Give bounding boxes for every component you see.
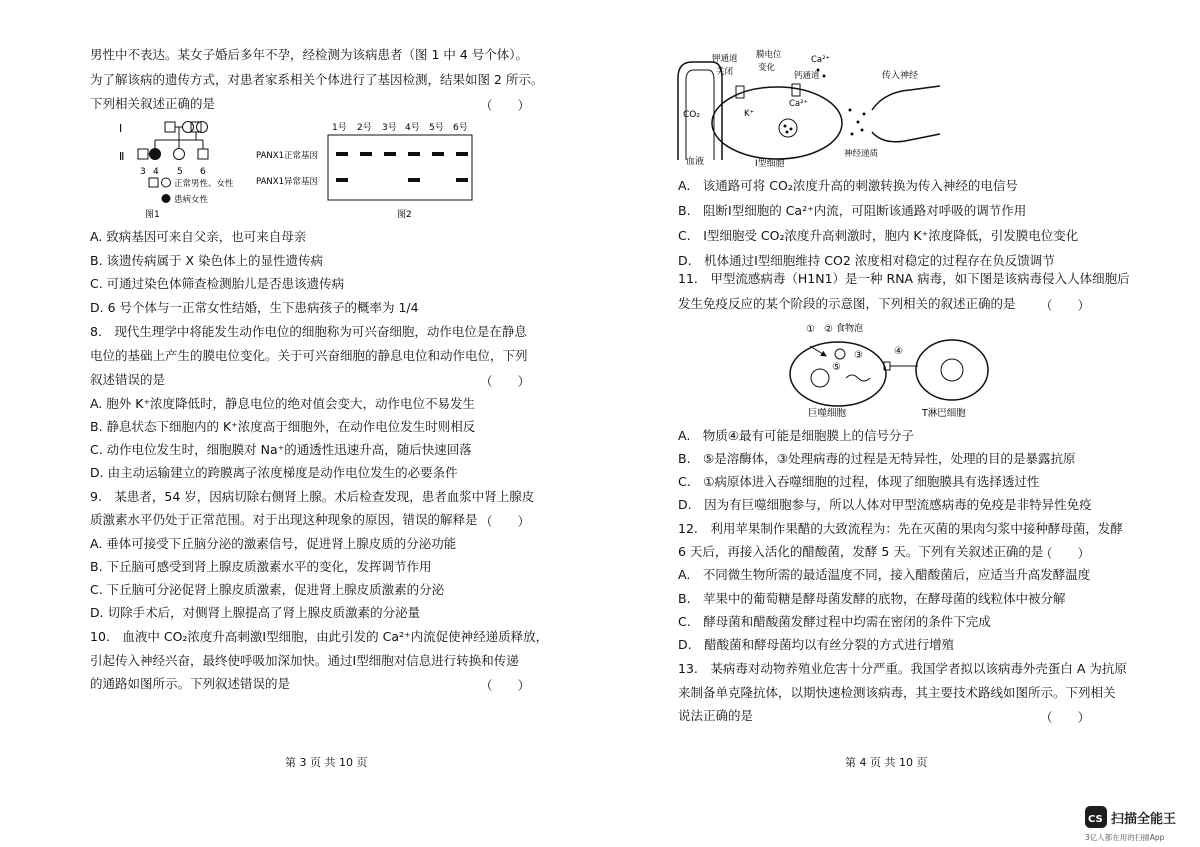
pedigree-figure [105,116,235,221]
marker-2: ② [824,324,833,335]
change-label: 变化 [758,63,776,73]
q7-option-a: A. 致病基因可来自父亲，也可来自母亲 [90,229,307,244]
t-lymphocyte-cell [916,340,988,400]
pedigree-gen-2: Ⅱ [119,150,125,163]
q12-option-a: A. 不同微生物所需的最适温度不同，接入醋酸菌后，应适当升高发酵温度 [678,567,1091,582]
q9-line-1: 9. 某患者，54 岁，因病切除右侧肾上腺。术后检查发现，患者血浆中肾上腺皮 [90,489,535,504]
q9-option-c: C. 下丘脑可分泌促肾上腺皮质激素，促进肾上腺皮质激素的分泌 [90,582,445,597]
pedigree-num-4: 4 [153,167,159,177]
q7-option-d: D. 6 号个体与一正常女性结婚，生下患病孩子的概率为 1/4 [90,300,419,315]
q8-line-1: 8. 现代生理学中将能发生动作电位的细胞称为可兴奋细胞，动作电位是在静息 [90,324,527,339]
q11-option-c: C. ①病原体进入吞噬细胞的过程，体现了细胞膜具有选择透过性 [678,474,1040,489]
immune-response-diagram [788,318,1008,418]
transmitter-label: 神经递质 [844,149,879,159]
legend-affected-icon [162,194,171,203]
q9-option-a: A. 垂体可接受下丘脑分泌的激素信号，促进肾上腺皮质的分泌功能 [90,536,457,551]
afferent-nerve [872,86,940,142]
q12-line-2: 6 天后，再接入活化的醋酸菌，发酵 5 天。下列有关叙述正确的是 [678,544,1044,559]
fig1-caption: 图1 [145,210,160,220]
closed-label: 关闭 [716,67,734,77]
pedigree-num-6: 6 [200,167,206,177]
q7-line-1: 男性中不表达。某女子婚后多年不孕，经检测为该病患者（图 1 中 4 号个体）。 [90,47,529,62]
q9-line-2: 质激素水平仍处于正常范围。对于出现这种现象的原因，错误的解释是 [90,512,478,527]
marker-1: ① [806,324,815,335]
band-normal-1 [336,152,348,156]
row-abnormal-label: PANX1异常基因 [256,177,318,187]
macrophage-label: 巨噬细胞 [808,408,847,418]
gene-test-figure [250,116,490,221]
macrophage-nucleus [811,369,829,387]
page-footer-right: 第 4 页 共 10 页 [845,756,928,769]
lane-6: 6号 [453,123,468,133]
q13-line-2: 来制备单克隆抗体，以期快速检测该病毒，其主要技术路线如图所示。下列相关 [678,685,1116,700]
food-vacuole-icon [835,349,845,359]
potential-label: 膜电位 [756,50,782,60]
band-normal-6 [456,152,468,156]
watermark-subtitle: 3亿人都在用的扫描App [1085,833,1165,842]
q13-line-3: 说法正确的是 [678,708,754,723]
lane-1: 1号 [332,123,347,133]
q8-option-b: B. 静息状态下细胞内的 K⁺浓度高于细胞外，在动作电位发生时则相反 [90,419,476,434]
row-normal-label: PANX1正常基因 [256,151,318,161]
q7-option-b: B. 该遗传病属于 X 染色体上的显性遗传病 [90,253,324,268]
vesicle-icon [779,119,797,137]
q11-option-a: A. 物质④最有可能是细胞膜上的信号分子 [678,428,915,443]
watermark-title: 扫描全能王 [1111,812,1177,827]
q7-line-3: 下列相关叙述正确的是 [90,96,216,111]
co2-label: CO₂ [683,110,700,120]
pedigree-female-1 [183,122,194,133]
q9-option-b: B. 下丘脑可感受到肾上腺皮质激素水平的变化，发挥调节作用 [90,559,432,574]
ca-label-inside: Ca²⁺ [789,99,809,109]
t-lymphocyte-nucleus [941,359,963,381]
organelle-squiggle [846,375,870,381]
type1-cell-diagram [672,48,962,168]
pedigree-num-3: 3 [140,167,146,177]
q11-option-d: D. 因为有巨噬细胞参与，所以人体对甲型流感病毒的免疫是非特异性免疫 [678,497,1092,512]
lane-2: 2号 [357,123,372,133]
band-abnormal-1 [336,178,348,182]
q8-option-a: A. 胞外 K⁺浓度降低时，静息电位的绝对值会变大，动作电位不易发生 [90,396,476,411]
band-normal-3 [384,152,396,156]
afferent-label: 传入神经 [882,71,919,81]
q8-option-d: D. 由主动运输建立的跨膜离子浓度梯度是动作电位发生的必要条件 [90,465,458,480]
lane-5: 5号 [429,123,444,133]
marker-5: ⑤ [832,362,841,373]
q11-line-2: 发生免疫反应的某个阶段的示意图，下列相关的叙述正确的是 [678,296,1016,311]
q12-option-b: B. 苹果中的葡萄糖是酵母菌发酵的底物，在酵母菌的线粒体中被分解 [678,591,1066,606]
q10-option-b: B. 阻断Ⅰ型细胞的 Ca²⁺内流，可阻断该通路对呼吸的调节作用 [678,203,1027,218]
q11-line-1: 11. 甲型流感病毒（H1N1）是一种 RNA 病毒，如下图是该病毒侵入人体细胞后 [678,271,1130,286]
gel-frame [328,135,472,200]
scanner-watermark [1085,804,1195,844]
band-abnormal-4 [408,178,420,182]
ca-label-outside: Ca²⁺ [811,55,831,65]
q10-option-d: D. 机体通过Ⅰ型细胞维持 CO2 浓度相对稳定的过程存在负反馈调节 [678,253,1055,268]
pedigree-male-1 [165,122,175,132]
k-channel-label: 钾通道 [712,54,738,64]
q8-line-3: 叙述错误的是 [90,372,166,387]
k-ion-label: K⁺ [744,109,755,119]
pedigree-ind-6 [198,149,208,159]
q13-answer-paren: （ ） [1040,710,1091,725]
q7-option-c: C. 可通过染色体筛查检测胎儿是否患该遗传病 [90,276,345,291]
cell-label: Ⅰ型细胞 [755,159,785,168]
q7-answer-paren: （ ） [480,98,531,113]
band-normal-2 [360,152,372,156]
right-page [600,0,1200,847]
pedigree-ind-4-affected [150,149,161,160]
macrophage-cell [790,342,886,406]
q12-option-d: D. 醋酸菌和酵母菌均以有丝分裂的方式进行增殖 [678,637,955,652]
ca-channel-label: 钙通道 [794,71,820,81]
pedigree-female-2 [197,122,208,133]
pedigree-ind-5 [174,149,185,160]
band-normal-4 [408,152,420,156]
legend-normal-female-icon [162,178,171,187]
lane-3: 3号 [382,123,397,133]
q8-option-c: C. 动作电位发生时，细胞膜对 Na⁺的通透性迅速升高，随后快速回落 [90,442,472,457]
q11-option-b: B. ⑤是溶酶体，③处理病毒的过程是无特异性，处理的目的是暴露抗原 [678,451,1076,466]
logo-text: CS [1088,814,1103,825]
page-footer-left: 第 3 页 共 10 页 [285,756,368,769]
type1-cell [712,87,842,159]
legend-normal-label: 正常男性、女性 [174,179,234,189]
legend-normal-male-icon [149,178,158,187]
band-normal-5 [432,152,444,156]
pedigree-ind-3 [138,149,148,159]
legend-affected-label: 患病女性 [174,195,209,205]
q8-line-2: 电位的基础上产生的膜电位变化。关于可兴奋细胞的静息电位和动作电位，下列 [90,348,528,363]
lane-4: 4号 [405,123,420,133]
q11-answer-paren: （ ） [1040,298,1091,313]
band-abnormal-6 [456,178,468,182]
q8-answer-paren: （ ） [480,374,531,389]
q10-answer-paren: （ ） [480,678,531,693]
blood-label: 血液 [686,157,705,167]
q12-answer-paren: （ ） [1040,546,1091,561]
q13-line-1: 13. 某病毒对动物养殖业危害十分严重。我国学者拟以该病毒外壳蛋白 A 为抗原 [678,661,1127,676]
q12-option-c: C. 酵母菌和醋酸菌发酵过程中均需在密闭的条件下完成 [678,614,991,629]
t-cell-label: T淋巴细胞 [922,408,966,418]
pedigree-gen-1: Ⅰ [119,122,123,135]
q7-line-2: 为了解该病的遗传方式，对患者家系相关个体进行了基因检测，结果如图 2 所示。 [90,72,544,87]
q10-line-3: 的通路如图所示。下列叙述错误的是 [90,676,291,691]
marker-4: ④ [894,346,903,357]
q9-answer-paren: （ ） [480,514,531,529]
q9-option-d: D. 切除手术后，对侧肾上腺提高了肾上腺皮质激素的分泌量 [90,605,421,620]
q10-option-a: A. 该通路可将 CO₂浓度升高的刺激转换为传入神经的电信号 [678,178,1018,193]
food-vacuole-label: 食物泡 [836,324,864,334]
fig2-caption: 图2 [397,210,412,220]
pedigree-num-5: 5 [177,167,183,177]
q10-line-2: 引起传入神经兴奋，最终使呼吸加深加快。通过Ⅰ型细胞对信息进行转换和传递 [90,653,519,668]
marker-3: ③ [854,350,863,361]
q10-option-c: C. Ⅰ型细胞受 CO₂浓度升高刺激时，胞内 K⁺浓度降低，引发膜电位变化 [678,228,1079,243]
q10-line-1: 10. 血液中 CO₂浓度升高刺激Ⅰ型细胞，由此引发的 Ca²⁺内流促使神经递质释放， [90,629,549,644]
q12-line-1: 12. 利用苹果制作果醋的大致流程为：先在灭菌的果肉匀浆中接种酵母菌，发酵 [678,521,1123,536]
ca-channel-icon [792,84,800,96]
